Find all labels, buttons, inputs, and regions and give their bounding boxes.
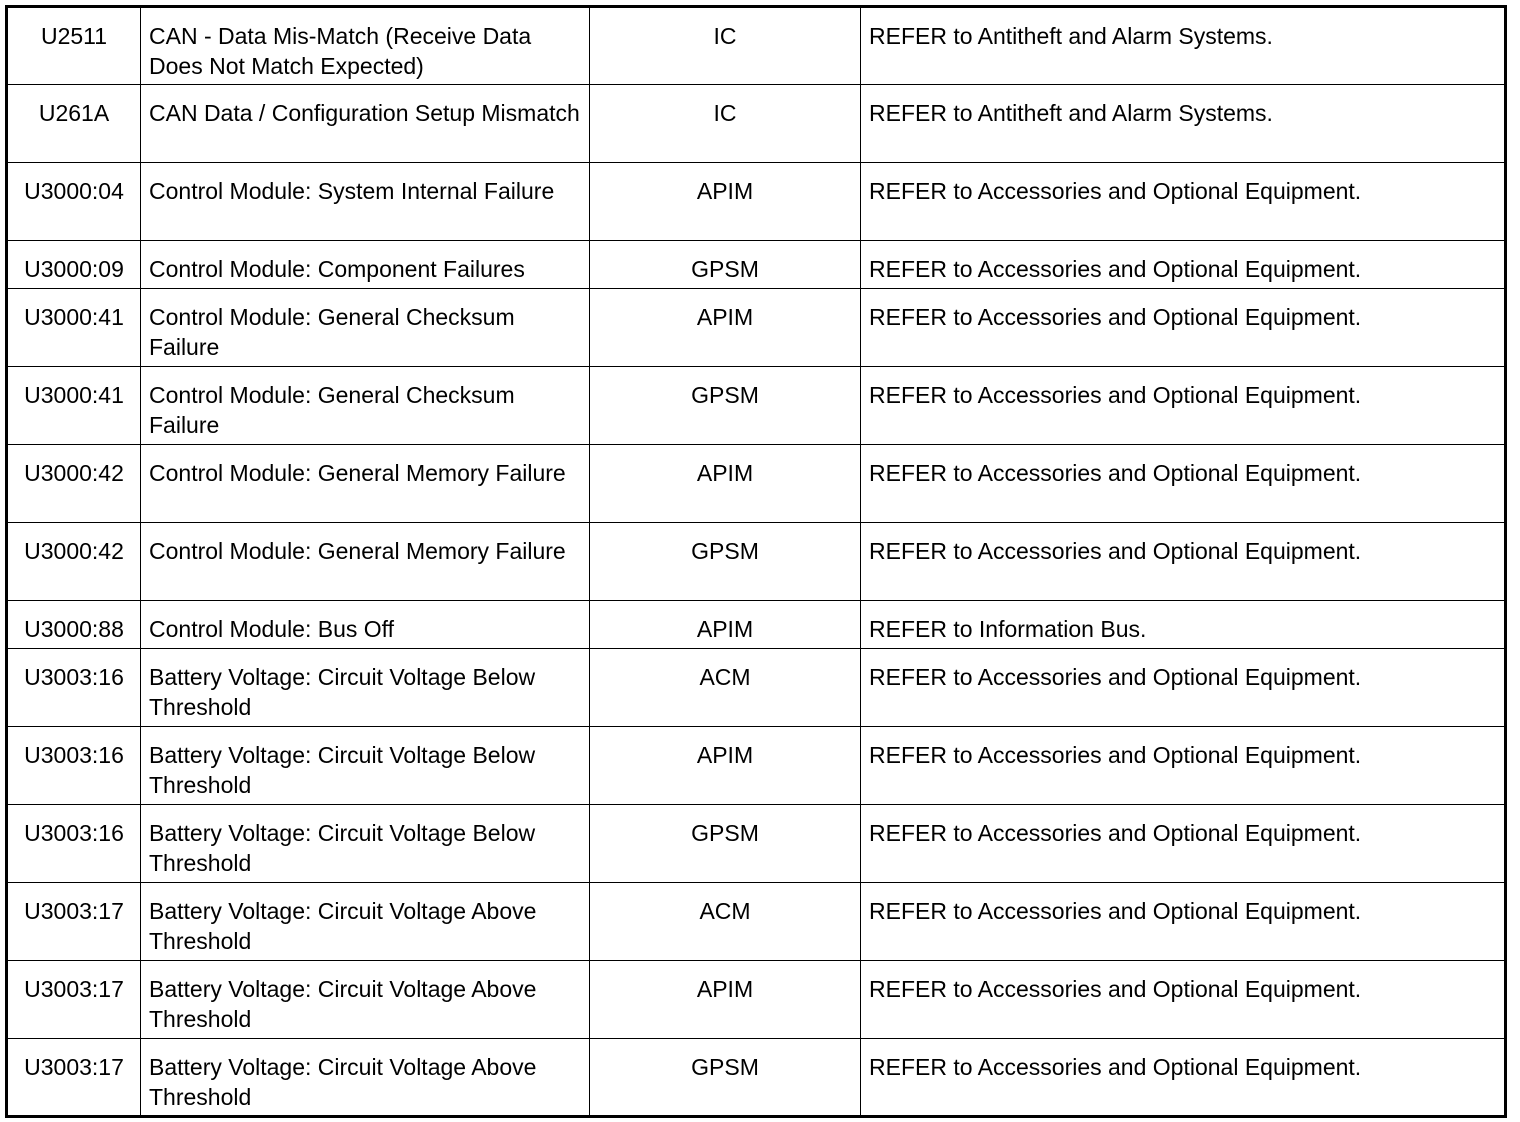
action-cell: REFER to Information Bus. [861, 601, 1506, 649]
module-cell: APIM [590, 163, 861, 241]
description-cell: Battery Voltage: Circuit Voltage Above Threshold [141, 883, 590, 961]
table-row [7, 805, 1506, 883]
dtc-table [5, 5, 1507, 1118]
table-row [7, 601, 1506, 649]
description-cell: Battery Voltage: Circuit Voltage Below Threshold [141, 649, 590, 727]
action-cell: REFER to Antitheft and Alarm Systems. [861, 85, 1506, 163]
table-row [7, 7, 1506, 85]
action-cell: REFER to Antitheft and Alarm Systems. [861, 7, 1506, 85]
table-row [7, 649, 1506, 727]
dtc-code-cell: U3003:17 [7, 1039, 141, 1117]
action-cell: REFER to Accessories and Optional Equipment. [861, 961, 1506, 1039]
description-cell: CAN - Data Mis-Match (Receive Data Does Not Match Expected) [141, 7, 590, 85]
description-cell: Battery Voltage: Circuit Voltage Below Threshold [141, 727, 590, 805]
action-cell: REFER to Accessories and Optional Equipment. [861, 163, 1506, 241]
table-row [7, 85, 1506, 163]
action-cell: REFER to Accessories and Optional Equipment. [861, 289, 1506, 367]
description-cell: Control Module: General Memory Failure [141, 445, 590, 523]
dtc-code-cell: U3003:17 [7, 883, 141, 961]
module-cell: GPSM [590, 523, 861, 601]
dtc-code-cell: U3003:16 [7, 805, 141, 883]
action-cell: REFER to Accessories and Optional Equipment. [861, 241, 1506, 289]
table-row [7, 241, 1506, 289]
dtc-code-cell: U3000:88 [7, 601, 141, 649]
dtc-code-cell: U3000:42 [7, 445, 141, 523]
description-cell: Control Module: Component Failures [141, 241, 590, 289]
dtc-code-cell: U3003:17 [7, 961, 141, 1039]
module-cell: GPSM [590, 367, 861, 445]
module-cell: IC [590, 85, 861, 163]
table-row [7, 961, 1506, 1039]
dtc-code-cell: U3000:09 [7, 241, 141, 289]
module-cell: APIM [590, 961, 861, 1039]
action-cell: REFER to Accessories and Optional Equipment. [861, 1039, 1506, 1117]
module-cell: APIM [590, 445, 861, 523]
dtc-code-cell: U3000:41 [7, 367, 141, 445]
description-cell: CAN Data / Configuration Setup Mismatch [141, 85, 590, 163]
action-cell: REFER to Accessories and Optional Equipment. [861, 883, 1506, 961]
description-cell: Control Module: General Memory Failure [141, 523, 590, 601]
module-cell: GPSM [590, 1039, 861, 1117]
dtc-table-body [7, 7, 1506, 1117]
description-cell: Battery Voltage: Circuit Voltage Above Threshold [141, 1039, 590, 1117]
description-cell: Control Module: System Internal Failure [141, 163, 590, 241]
dtc-code-cell: U261A [7, 85, 141, 163]
description-cell: Control Module: Bus Off [141, 601, 590, 649]
module-cell: APIM [590, 601, 861, 649]
action-cell: REFER to Accessories and Optional Equipment. [861, 367, 1506, 445]
action-cell: REFER to Accessories and Optional Equipment. [861, 523, 1506, 601]
dtc-code-cell: U3003:16 [7, 649, 141, 727]
description-cell: Battery Voltage: Circuit Voltage Above Threshold [141, 961, 590, 1039]
module-cell: GPSM [590, 805, 861, 883]
module-cell: ACM [590, 883, 861, 961]
dtc-code-cell: U3003:16 [7, 727, 141, 805]
description-cell: Control Module: General Checksum Failure [141, 289, 590, 367]
table-row [7, 883, 1506, 961]
table-row [7, 523, 1506, 601]
module-cell: ACM [590, 649, 861, 727]
action-cell: REFER to Accessories and Optional Equipment. [861, 727, 1506, 805]
table-row [7, 727, 1506, 805]
description-cell: Control Module: General Checksum Failure [141, 367, 590, 445]
dtc-code-cell: U2511 [7, 7, 141, 85]
description-cell: Battery Voltage: Circuit Voltage Below Threshold [141, 805, 590, 883]
action-cell: REFER to Accessories and Optional Equipment. [861, 445, 1506, 523]
table-row [7, 163, 1506, 241]
module-cell: APIM [590, 727, 861, 805]
dtc-code-cell: U3000:41 [7, 289, 141, 367]
table-row [7, 1039, 1506, 1117]
table-row [7, 289, 1506, 367]
module-cell: IC [590, 7, 861, 85]
table-row [7, 445, 1506, 523]
module-cell: APIM [590, 289, 861, 367]
dtc-code-cell: U3000:42 [7, 523, 141, 601]
action-cell: REFER to Accessories and Optional Equipment. [861, 649, 1506, 727]
action-cell: REFER to Accessories and Optional Equipment. [861, 805, 1506, 883]
module-cell: GPSM [590, 241, 861, 289]
dtc-code-cell: U3000:04 [7, 163, 141, 241]
table-row [7, 367, 1506, 445]
